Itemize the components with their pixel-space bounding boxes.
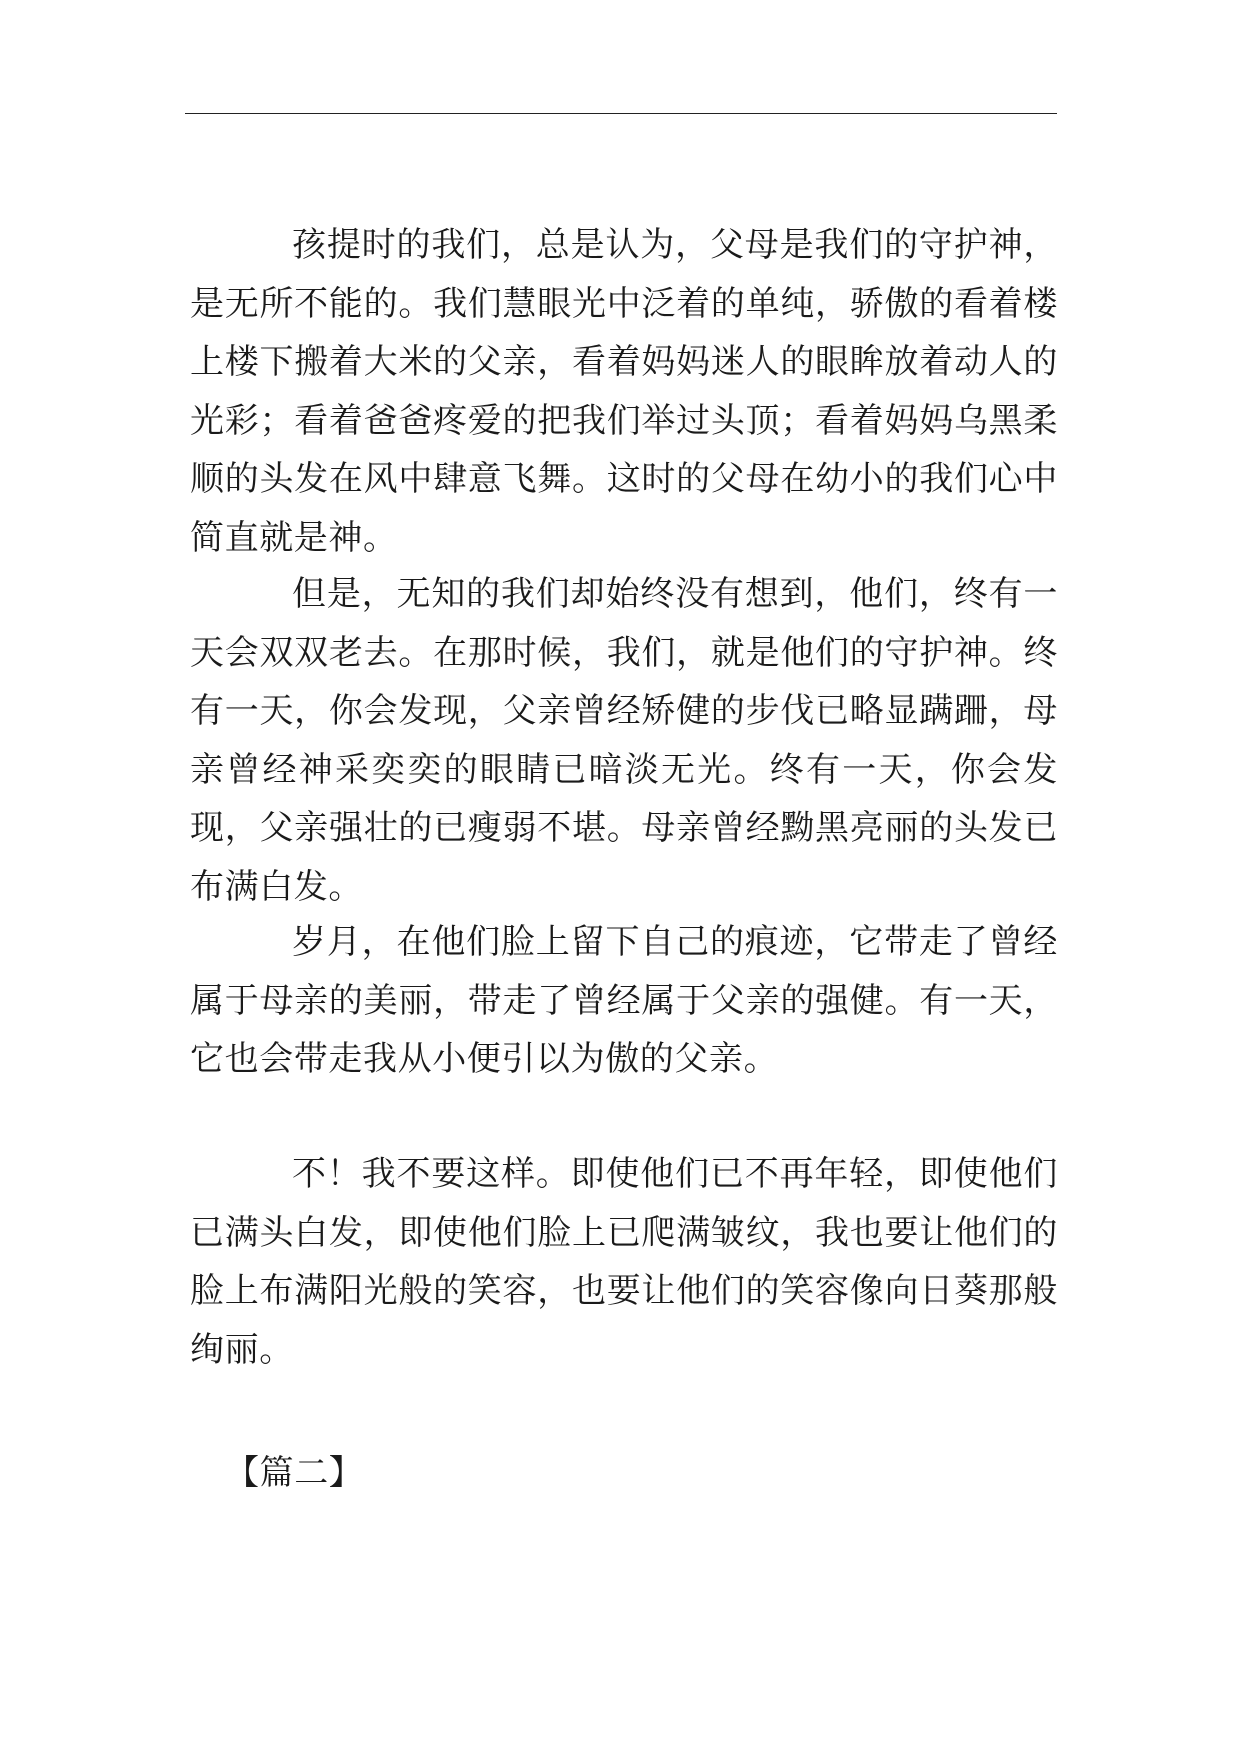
paragraph-3: 岁月，在他们脸上留下自己的痕迹，它带走了曾经属于母亲的美丽，带走了曾经属于父亲的强健。有一天，它也会带走我从小便引以为傲的父亲。 bbox=[190, 922, 1058, 1079]
paragraph-2: 但是，无知的我们却始终没有想到，他们，终有一天会双双老去。在那时候，我们，就是他们的守护神。终有一天，你会发现，父亲曾经矫健的步伐已略显蹒跚，母亲曾经神采奕奕的眼睛已暗淡无光。终有一天，你会发现，父亲强壮的已瘦弱不堪。母亲曾经黝黑亮丽的头发已布满白发。 bbox=[190, 574, 1058, 907]
header-divider bbox=[185, 113, 1057, 114]
paragraph-1: 孩提时的我们，总是认为，父母是我们的守护神，是无所不能的。我们慧眼光中泛着的单纯，骄傲的看着楼上楼下搬着大米的父亲，看着妈妈迷人的眼眸放着动人的光彩；看着爸爸疼爱的把我们举过头顶；看着妈妈乌黑柔顺的头发在风中肆意飞舞。这时的父母在幼小的我们心中简直就是神。 bbox=[190, 225, 1058, 558]
paragraph-4: 不！我不要这样。即使他们已不再年轻，即使他们已满头白发，即使他们脸上已爬满皱纹，我也要让他们的脸上布满阳光般的笑容，也要让他们的笑容像向日葵那般绚丽。 bbox=[190, 1154, 1058, 1370]
section-heading: 【篇二】 bbox=[225, 1453, 364, 1493]
